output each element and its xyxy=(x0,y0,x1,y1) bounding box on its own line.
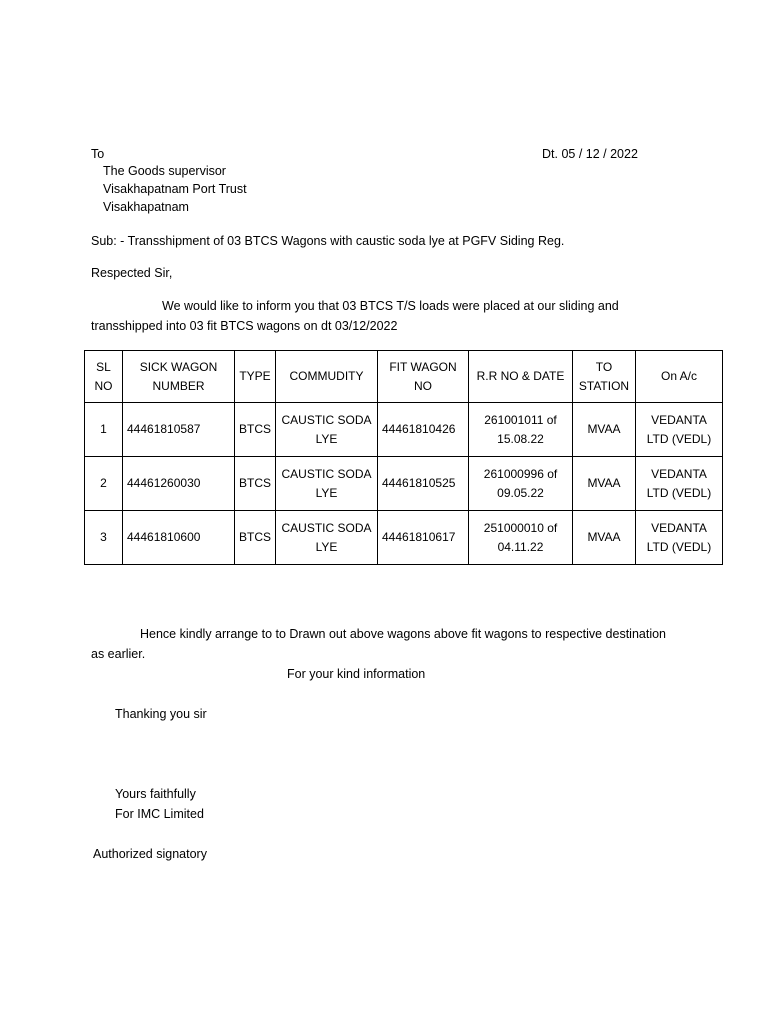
header-to-station: TO STATION xyxy=(573,351,636,403)
cell-sick-wagon: 44461810587 xyxy=(123,403,235,457)
cell-type: BTCS xyxy=(235,403,276,457)
cell-sl: 2 xyxy=(85,457,123,511)
cell-account: VEDANTA LTD (VEDL) xyxy=(636,403,723,457)
recipient-label: To xyxy=(91,147,105,161)
cell-rr: 251000010 of 04.11.22 xyxy=(469,511,573,565)
cell-rr: 261001011 of 15.08.22 xyxy=(469,403,573,457)
cell-commodity: CAUSTIC SODA LYE xyxy=(276,511,378,565)
kind-information-line: For your kind information xyxy=(287,667,426,681)
header-sl-no: SL NO xyxy=(85,351,123,403)
cell-fit-wagon: 44461810426 xyxy=(378,403,469,457)
cell-commodity: CAUSTIC SODA LYE xyxy=(276,403,378,457)
header-type: TYPE xyxy=(235,351,276,403)
header-sick-wagon-number: SICK WAGON NUMBER xyxy=(123,351,235,403)
cell-account: VEDANTA LTD (VEDL) xyxy=(636,511,723,565)
cell-station: MVAA xyxy=(573,457,636,511)
signatory-label: Authorized signatory xyxy=(93,847,207,861)
header-on-account: On A/c xyxy=(636,351,723,403)
closing-paragraph-line: as earlier. xyxy=(91,647,146,661)
address-line: Visakhapatnam Port Trust xyxy=(103,182,247,196)
cell-commodity: CAUSTIC SODA LYE xyxy=(276,457,378,511)
thanks-line: Thanking you sir xyxy=(115,707,207,721)
cell-fit-wagon: 44461810525 xyxy=(378,457,469,511)
table-row xyxy=(85,403,723,457)
cell-fit-wagon: 44461810617 xyxy=(378,511,469,565)
body-paragraph-line: transshipped into 03 fit BTCS wagons on dt 03/12/2022 xyxy=(91,319,398,333)
cell-rr: 261000996 of 09.05.22 xyxy=(469,457,573,511)
header-commodity: COMMUDITY xyxy=(276,351,378,403)
letter-date: Dt. 05 / 12 / 2022 xyxy=(542,147,638,161)
company-name: For IMC Limited xyxy=(115,807,204,821)
cell-sl: 1 xyxy=(85,403,123,457)
cell-type: BTCS xyxy=(235,511,276,565)
table-row xyxy=(85,457,723,511)
closing-paragraph-line: Hence kindly arrange to to Drawn out above wagons above fit wagons to respective destination xyxy=(140,627,667,641)
table-header-row xyxy=(85,351,723,403)
cell-sick-wagon: 44461260030 xyxy=(123,457,235,511)
salutation: Respected Sir, xyxy=(91,266,173,280)
cell-account: VEDANTA LTD (VEDL) xyxy=(636,457,723,511)
body-paragraph-line: We would like to inform you that 03 BTCS T/S loads were placed at our sliding and xyxy=(162,299,619,313)
subject-line: Sub: - Transshipment of 03 BTCS Wagons with caustic soda lye at PGFV Siding Reg. xyxy=(91,234,565,248)
cell-type: BTCS xyxy=(235,457,276,511)
cell-sl: 3 xyxy=(85,511,123,565)
header-fit-wagon-no: FIT WAGON NO xyxy=(378,351,469,403)
wagon-table xyxy=(84,350,723,565)
valediction: Yours faithfully xyxy=(115,787,196,801)
header-rr-no-date: R.R NO & DATE xyxy=(469,351,573,403)
cell-station: MVAA xyxy=(573,511,636,565)
cell-station: MVAA xyxy=(573,403,636,457)
address-line: The Goods supervisor xyxy=(103,164,226,178)
table-row xyxy=(85,511,723,565)
address-line: Visakhapatnam xyxy=(103,200,189,214)
cell-sick-wagon: 44461810600 xyxy=(123,511,235,565)
